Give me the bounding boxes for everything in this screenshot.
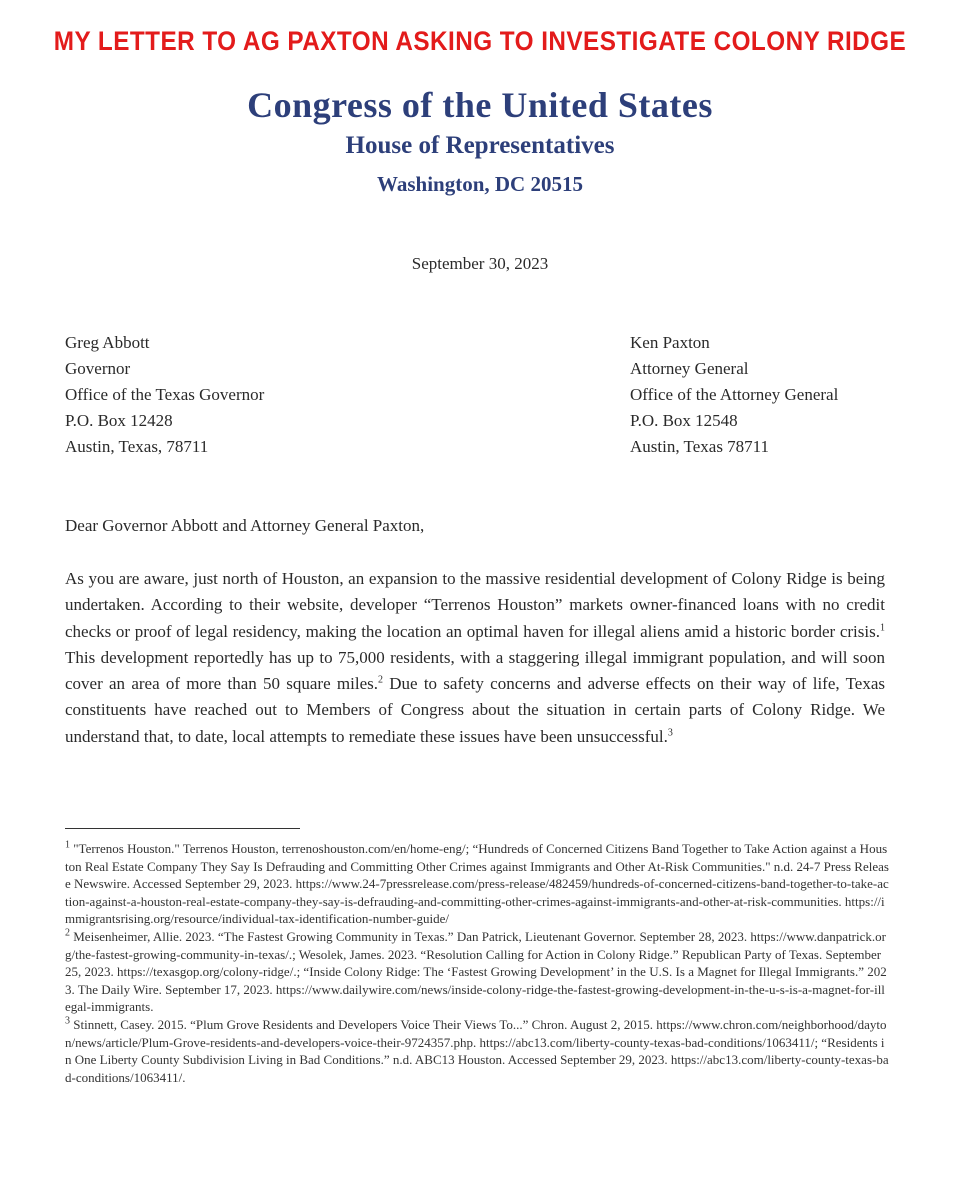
footnote-number: 1 xyxy=(65,839,70,851)
body-text-part: This development reportedly has up to 75,000 residents, with a staggering illegal immigrant population, and will soon cover an area of more than 50 square miles. xyxy=(65,647,885,694)
footnote xyxy=(65,1016,890,1086)
recipient-name: Greg Abbott xyxy=(65,333,150,352)
recipient-po-box: P.O. Box 12428 xyxy=(65,411,173,430)
footnote-ref: 1 xyxy=(880,621,885,633)
recipient-city: Austin, Texas, 78711 xyxy=(65,437,209,456)
footnote-ref: 3 xyxy=(667,727,673,739)
recipient-office: Office of the Texas Governor xyxy=(65,385,265,404)
footnote-ref: 2 xyxy=(377,674,383,686)
letter-date: September 30, 2023 xyxy=(411,254,549,273)
recipient-po-box: P.O. Box 12548 xyxy=(630,411,738,430)
footnote-number: 2 xyxy=(65,927,70,939)
footnote-text: "Terrenos Houston." Terrenos Houston, terrenoshouston.com/en/home-eng/; “Hundreds of Concerned Citizens Band Together to Take Action against a Houston Real Estate Company They Say Is Defrauding and Committing Other Crimes against Immigrants and Other At-Risk Communities." n.d. 24-7 Press Release Newswire. Accessed September 29, 2023. https://www.24-7pressrelease.com/press-release/482459/hundreds-of-concerned-citizens-band-together-to-take-action-against-a-houston-real-estate-company-they-say-is-defrauding-and-committing-other-crimes-against-immigrants-and-other-at-risk-communities. https://immigrantsrising.org/resource/individual-tax-identification-number-guide/ xyxy=(65,841,889,927)
recipient-title: Governor xyxy=(65,359,131,378)
recipient-office: Office of the Attorney General xyxy=(630,385,839,404)
footnote xyxy=(65,928,890,1016)
footnotes xyxy=(65,840,890,1086)
footnote-text: Meisenheimer, Allie. 2023. “The Fastest Growing Community in Texas.” Dan Patrick, Lieutenant Governor. September 28, 2023. https://www.danpatrick.org/the-fastest-growing-community-in-texas/.; Wesolek, James. 2023. “Resolution Calling for Action in Colony Ridge.” Republican Party of Texas. September 25, 2023. https://texasgop.org/colony-ridge/.; “Inside Colony Ridge: The ‘Fastest Growing Development’ in the U.S. Is a Magnet for Illegal Immigrants.” 2023. The Daily Wire. September 17, 2023. https://www.dailywire.com/news/inside-colony-ridge-the-fastest-growing-development-in-the-u-s-is-a-magnet-for-illegal-immigrants. xyxy=(65,928,887,1015)
recipient-city: Austin, Texas 78711 xyxy=(630,437,770,456)
footnote-text: Stinnett, Casey. 2015. “Plum Grove Residents and Developers Voice Their Views To...” Chron. August 2, 2015. https://www.chron.com/neighborhood/dayton/news/article/Plum-Grove-residents-and-developers-voice-their-9724357.php. https://abc13.com/liberty-county-texas-bad-conditions/1063411/; “Residents in One Liberty County Subdivision Living in Bad Conditions.” n.d. ABC13 Houston. Accessed September 29, 2023. https://abc13.com/liberty-county-texas-bad-conditions/1063411/. xyxy=(65,1016,889,1085)
footnote xyxy=(65,840,890,928)
recipient-title: Attorney General xyxy=(630,359,749,378)
page-banner-title: MY LETTER TO AG PAXTON ASKING TO INVESTIGATE COLONY RIDGE xyxy=(53,26,907,56)
letterhead-address: Washington, DC 20515 xyxy=(377,172,583,196)
recipient-name: Ken Paxton xyxy=(630,333,710,352)
recipient-attorney-general xyxy=(630,330,838,460)
body-text-part: As you are aware, just north of Houston, an expansion to the massive residential development of Colony Ridge is being undertaken. According to their website, developer “Terrenos Houston” markets owner-financed loans with no credit checks or proof of legal residency, making the location an optimal haven for illegal aliens amid a historic border crisis. xyxy=(65,569,885,641)
footnote-number: 3 xyxy=(65,1015,70,1027)
letterhead-house: House of Representatives xyxy=(345,132,615,159)
footnote-divider xyxy=(65,828,300,829)
body-paragraph xyxy=(65,566,885,750)
letterhead-congress: Congress of the United States xyxy=(247,85,713,125)
salutation: Dear Governor Abbott and Attorney General Paxton, xyxy=(65,516,425,535)
recipient-governor xyxy=(65,330,264,460)
body-text-part: Due to safety concerns and adverse effects on their way of life, Texas constituents have reached out to Members of Congress about the situation in certain parts of Colony Ridge. We understand that, to date, local attempts to remediate these issues have been unsuccessful. xyxy=(65,674,885,746)
